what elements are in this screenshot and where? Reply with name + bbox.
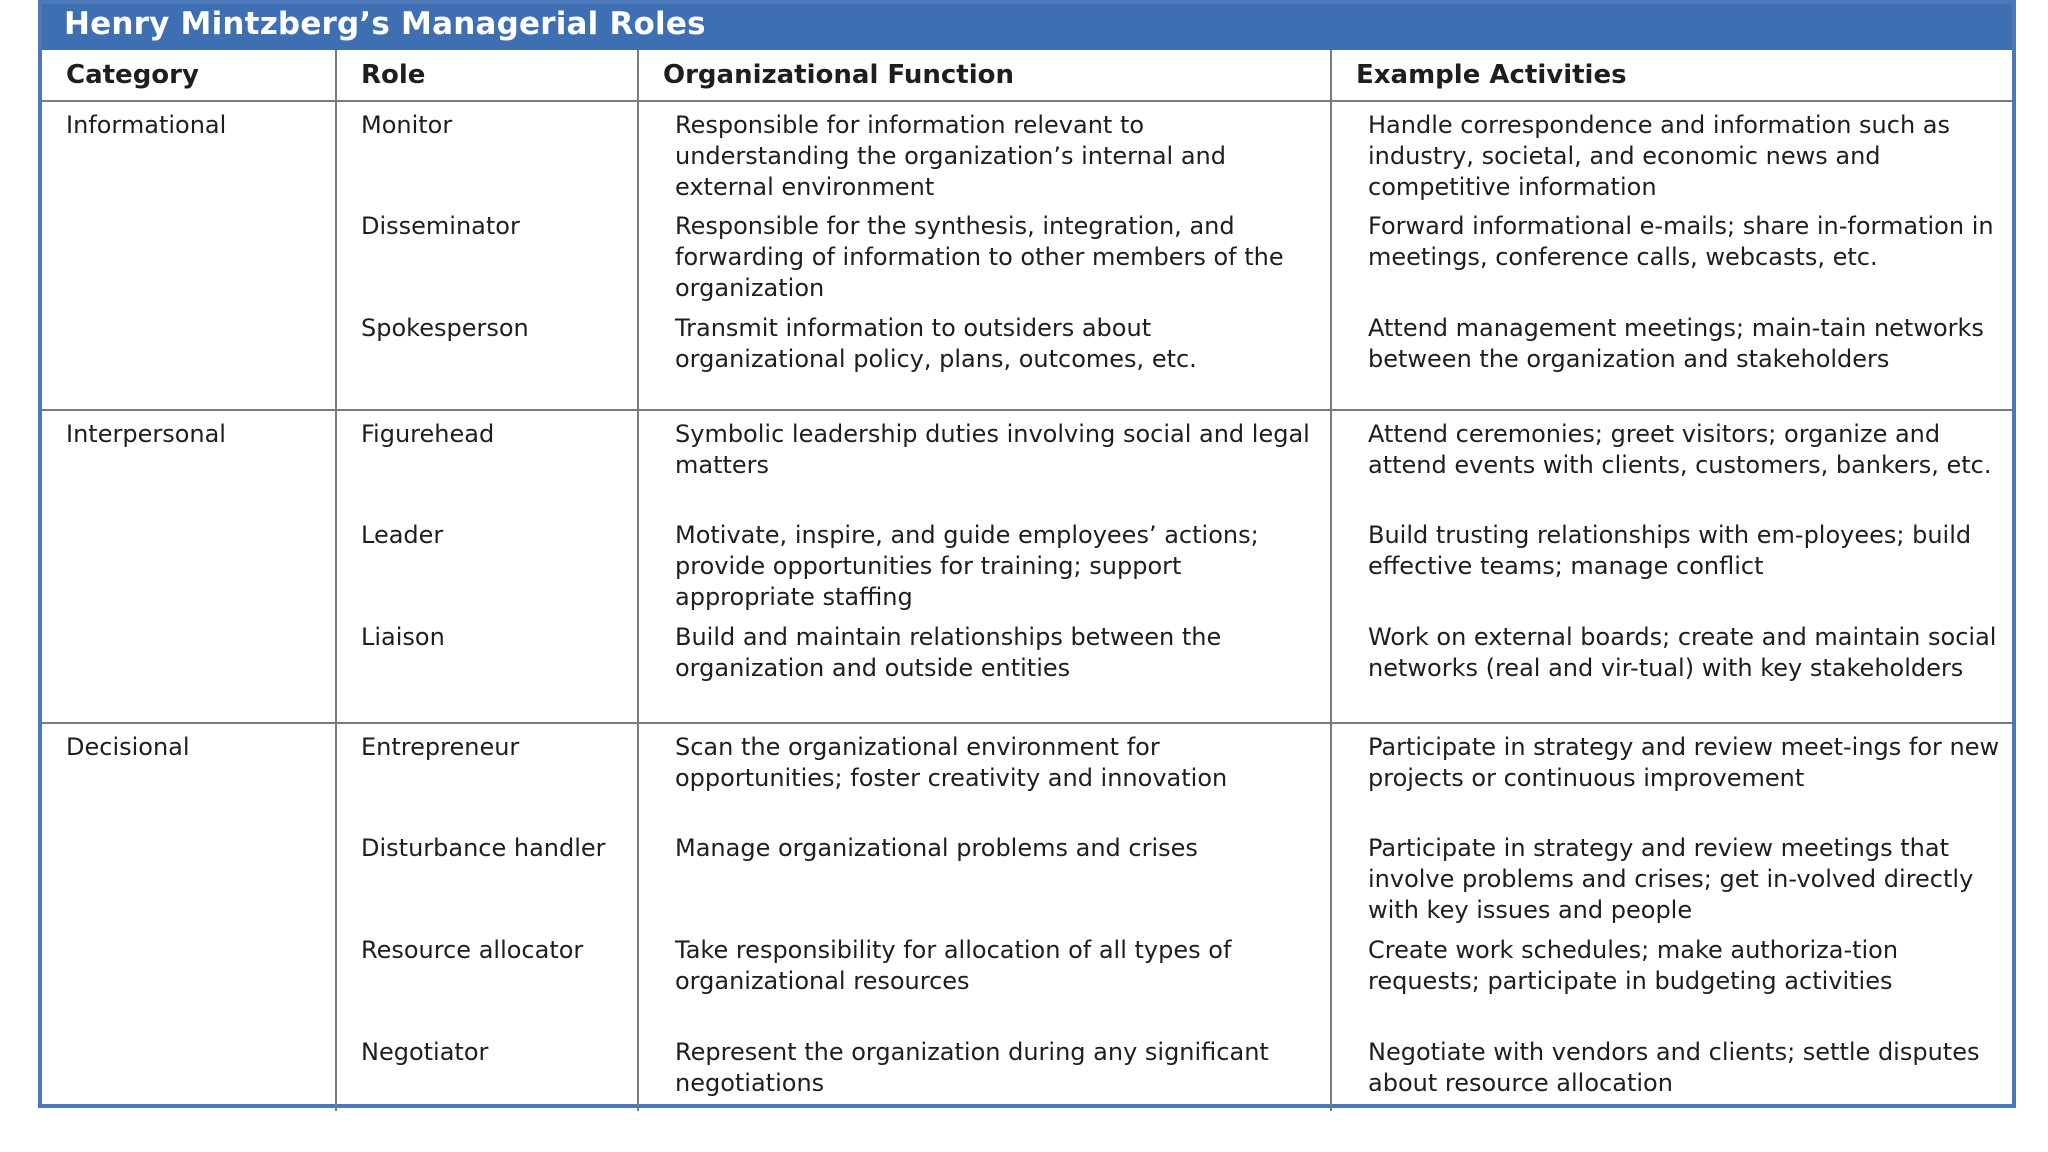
role-cell: Resource allocator: [336, 927, 638, 1029]
function-cell: Take responsibility for allocation of all types of organizational resources: [638, 927, 1331, 1029]
role-cell: Negotiator: [336, 1029, 638, 1111]
category-informational: Informational: [42, 101, 336, 410]
table-row: [42, 410, 2012, 512]
header-function: Organizational Function: [638, 50, 1331, 101]
activities-cell: Create work schedules; make authoriza-tion requests; participate in budgeting activities: [1368, 936, 1899, 995]
table-row: [42, 512, 2012, 614]
role-cell: Spokesperson: [336, 305, 638, 410]
activities-cell: Negotiate with vendors and clients; settle disputes about resource allocation: [1368, 1038, 1980, 1097]
header-category: Category: [42, 50, 336, 101]
table-title: Henry Mintzberg’s Managerial Roles: [42, 4, 2012, 50]
table-row: [42, 614, 2012, 723]
role-cell: Monitor: [336, 101, 638, 203]
activities-cell: Handle correspondence and information such as industry, societal, and economic news and competitive information: [1368, 111, 1951, 201]
activities-cell: Attend ceremonies; greet visitors; organize and attend events with clients, customers, bankers, etc.: [1368, 420, 1992, 479]
function-cell: Responsible for the synthesis, integration, and forwarding of information to other members of the organization: [638, 203, 1331, 305]
table-row: [42, 825, 2012, 927]
table-row: [42, 101, 2012, 203]
function-cell: Motivate, inspire, and guide employees’ actions; provide opportunities for training; support appropriate staffing: [638, 512, 1331, 614]
role-cell: Disturbance handler: [336, 825, 638, 927]
function-cell: Symbolic leadership duties involving social and legal matters: [638, 410, 1331, 512]
function-cell: Scan the organizational environment for opportunities; foster creativity and innovation: [638, 723, 1331, 825]
activities-cell: Forward informational e-mails; share in-formation in meetings, conference calls, webcasts, etc.: [1368, 212, 1994, 271]
activities-cell: Participate in strategy and review meetings that involve problems and crises; get in-volved directly with key issues and people: [1368, 834, 1974, 924]
activities-cell: Work on external boards; create and maintain social networks (real and vir-tual) with key stakeholders: [1331, 614, 2012, 723]
table-row: [42, 203, 2012, 305]
table-row: [42, 1029, 2012, 1111]
role-cell: Leader: [336, 512, 638, 614]
role-cell: Disseminator: [336, 203, 638, 305]
function-cell: Build and maintain relationships between the organization and outside entities: [638, 614, 1331, 723]
function-cell: Represent the organization during any significant negotiations: [638, 1029, 1331, 1111]
table-row: [42, 723, 2012, 825]
activities-cell: Participate in strategy and review meet-ings for new projects or continuous improvement: [1368, 733, 2000, 792]
function-cell: Manage organizational problems and crises: [638, 825, 1331, 927]
activities-cell: Attend management meetings; main-tain networks between the organization and stakeholders: [1331, 305, 2012, 410]
header-row: [42, 50, 2012, 101]
role-cell: Figurehead: [336, 410, 638, 512]
table-row: [42, 927, 2012, 1029]
roles-table-frame: [38, 0, 2016, 1108]
category-interpersonal: Interpersonal: [42, 410, 336, 723]
header-activities: Example Activities: [1331, 50, 2012, 101]
function-cell: Responsible for information relevant to understanding the organization’s internal and external environment: [638, 101, 1331, 203]
role-cell: Liaison: [336, 614, 638, 723]
managerial-roles-table: [42, 50, 2012, 1111]
table-row: [42, 305, 2012, 410]
function-cell: Transmit information to outsiders about organizational policy, plans, outcomes, etc.: [638, 305, 1331, 410]
category-decisional: Decisional: [42, 723, 336, 1111]
header-role: Role: [336, 50, 638, 101]
activities-cell: Build trusting relationships with em-ployees; build effective teams; manage conflict: [1368, 521, 1972, 580]
role-cell: Entrepreneur: [336, 723, 638, 825]
